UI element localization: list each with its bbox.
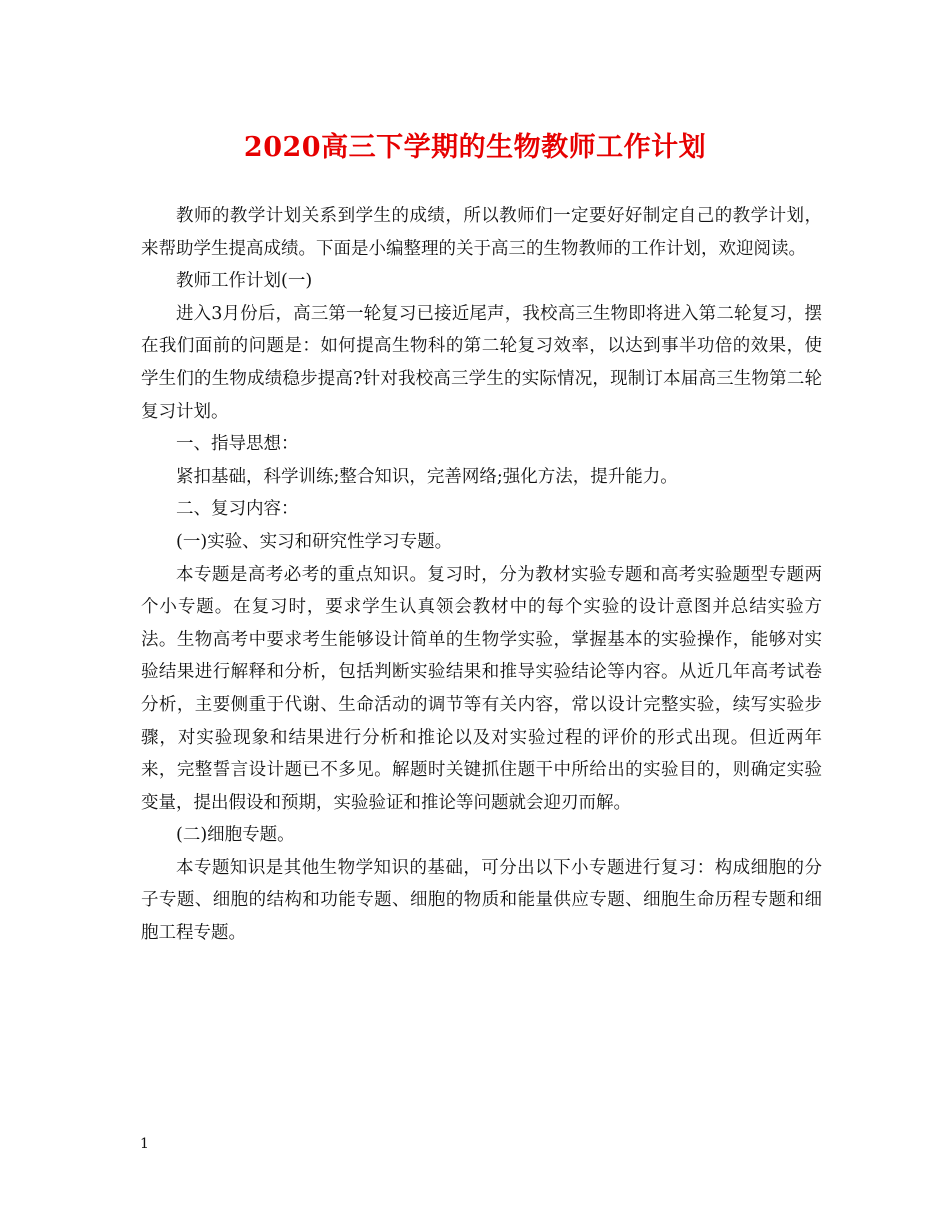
document-body (141, 200, 822, 950)
paragraph-experiment-heading: (一)实验、实习和研究性学习专题。 (176, 531, 453, 552)
paragraph-experiment-text: 本专题是高考必考的重点知识。复习时，分为教材实验专题和高考实验题型专题两个小专题。在复习时，要求学生认真领会教材中的每个实验的设计意图并总结实验方法。生物高考中要求考生能够设计简单的生物学实验，掌握基本的实验操作，能够对实验结果进行解释和分析，包括判断实验结果和推导实验结论等内容。从近几年高考试卷分析，主要侧重于代谢、生命活动的调节等有关内容，常以设计完整实验，续写实验步骤，对实验现象和结果进行分析和推论以及对实验过程的评价的形式出现。但近两年来，完整誓言设计题已不多见。解题时关键抓住题干中所给出的实验目的，则确定实验变量，提出假设和预期，实验验证和推论等问题就会迎刃而解。 (141, 564, 822, 813)
paragraph-intro: 教师的教学计划关系到学生的成绩，所以教师们一定要好好制定自己的教学计划，来帮助学生提高成绩。下面是小编整理的关于高三的生物教师的工作计划，欢迎阅读。 (141, 206, 822, 259)
paragraph-plan-heading: 教师工作计划(一) (176, 271, 313, 292)
paragraph-guiding-text: 紧扣基础，科学训练;整合知识，完善网络;强化方法，提升能力。 (176, 466, 678, 487)
document-title: 2020高三下学期的生物教师工作计划 (243, 132, 707, 163)
page-number: 1 (140, 1136, 149, 1152)
paragraph-background: 进入3月份后，高三第一轮复习已接近尾声，我校高三生物即将进入第二轮复习，摆在我们面前的问题是：如何提高生物科的第二轮复习效率，以达到事半功倍的效果，使学生们的生物成绩稳步提高?针对我校高三学生的实际情况，现制订本届高三生物第二轮复习计划。 (141, 303, 822, 422)
paragraph-cell-text: 本专题知识是其他生物学知识的基础，可分出以下小专题进行复习：构成细胞的分子专题、细胞的结构和功能专题、细胞的物质和能量供应专题、细胞生命历程专题和细胞工程专题。 (141, 857, 822, 944)
paragraph-cell-heading: (二)细胞专题。 (176, 825, 295, 846)
paragraph-content-heading: 二、复习内容： (176, 499, 299, 520)
paragraph-guiding-heading: 一、指导思想： (176, 434, 299, 455)
